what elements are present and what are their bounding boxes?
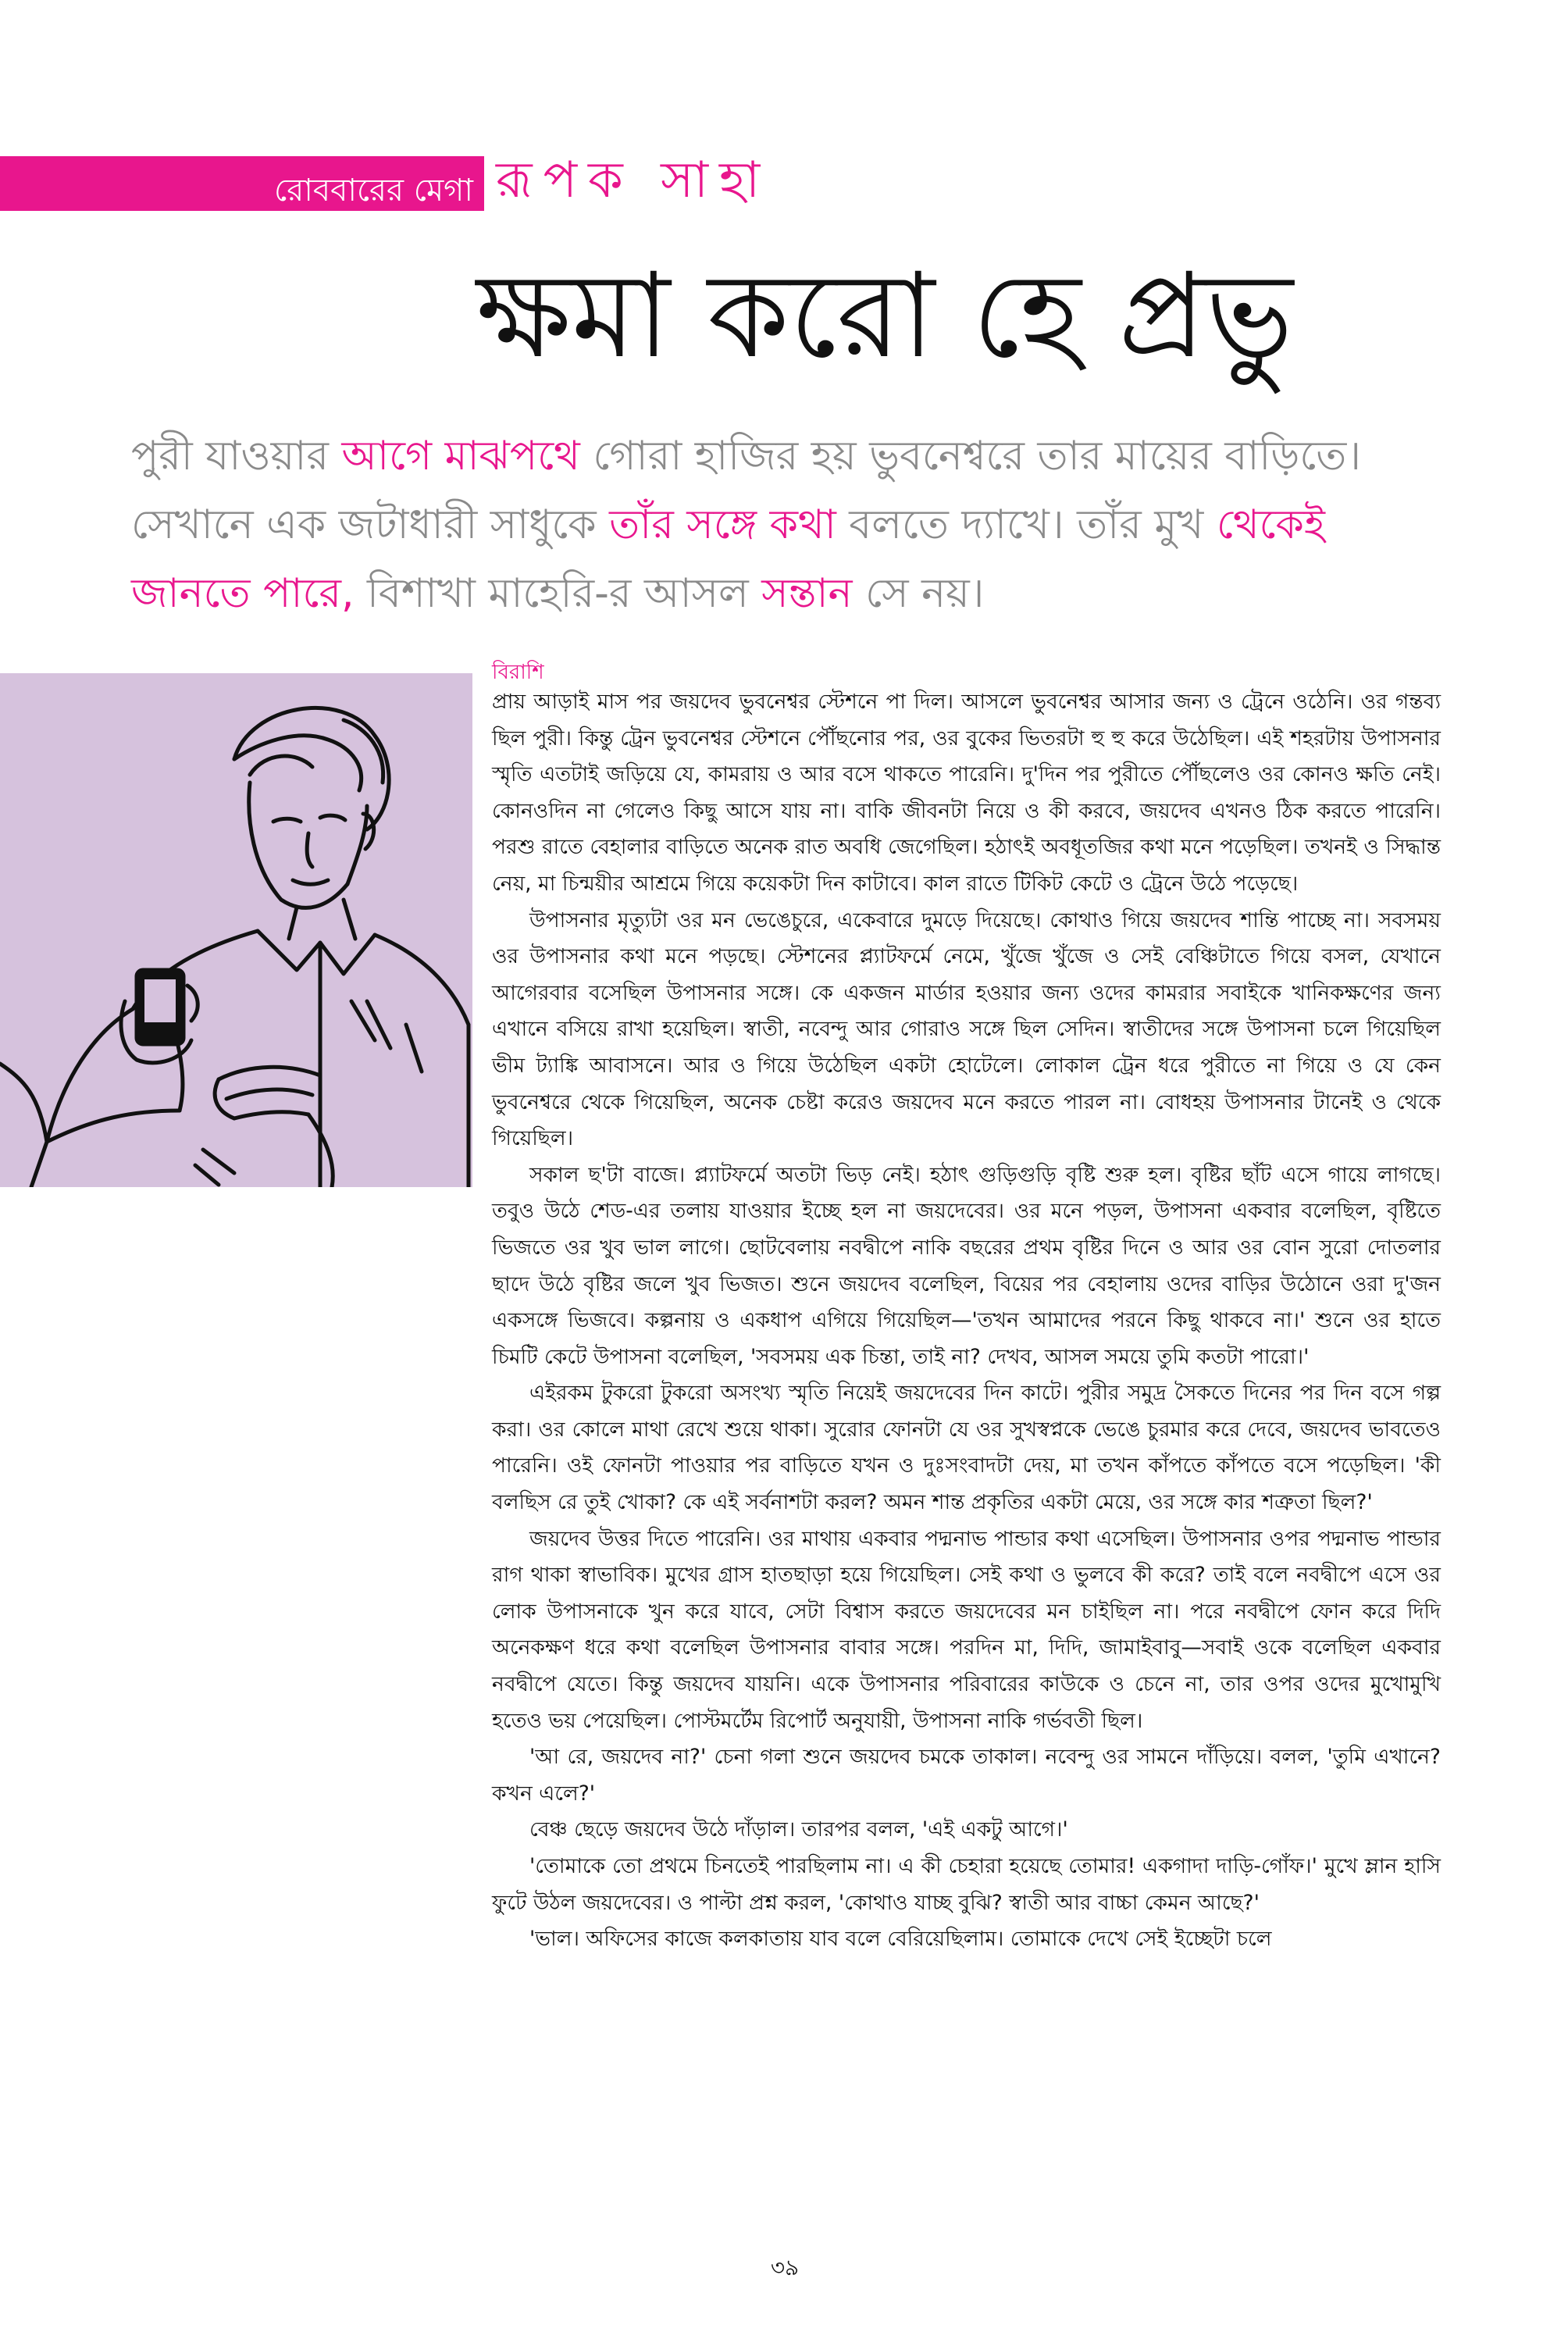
paragraph: 'আ রে, জয়দেব না?' চেনা গলা শুনে জয়দেব চমকে তাকাল। নবেন্দু ওর সামনে দাঁড়িয়ে। বলল, 'তুমি এখানে? কখন এলে?' [492, 1745, 1441, 1806]
paragraph: জয়দেব উত্তর দিতে পারেনি। ওর মাথায় একবার পদ্মনাভ পান্ডার কথা এসেছিল। উপাসনার ওপর পদ্মনাভ পান্ডার রাগ থাকা স্বাভাবিক। মুখের গ্রাস হাতছাড়া হয়ে গিয়েছিল। সেই কথা ও ভুলবে কী করে? তাই বলে নবদ্বীপে এসে ওর লোক উপাসনাকে খুন করে যাবে, সেটা বিশ্বাস করতে জয়দেবের মন চাইছিল না। পরে নবদ্বীপে ফোন করে দিদি অনেকক্ষণ ধরে কথা বলেছিল উপাসনার বাবার সঙ্গে। পরদিন মা, দিদি, জামাইবাবু—সবাই ওকে বলেছিল একবার নবদ্বীপে যেতে। কিন্তু জয়দেব যায়নি। একে উপাসনার পরিবারের কাউকে ও চেনে না, তার ওপর ওদের মুখোমুখি হতেও ভয় পেয়েছিল। পোস্টমর্টেম রিপোর্ট অনুযায়ী, উপাসনা নাকি গর্ভবতী ছিল। [492, 1526, 1441, 1733]
intro-highlight-4: সন্তান [761, 570, 853, 617]
paragraph: প্রায় আড়াই মাস পর জয়দেব ভুবনেশ্বর স্টেশনে পা দিল। আসলে ভুবনেশ্বর আসার জন্য ও ট্রেনে ওঠেনি। ওর গন্তব্য ছিল পুরী। কিন্তু ট্রেন ভুবনেশ্বর স্টেশনে পৌঁছনোর পর, ওর বুকের ভিতরটা হু হু করে উঠেছিল। এই শহরটায় উপাসনার স্মৃতি এতটাই জড়িয়ে যে, কামরায় ও আর বসে থাকতে পারেনি। দু'দিন পর পুরীতে পৌঁছলেও ওর কোনও ক্ষতি নেই। কোনওদিন না গেলেও কিছু আসে যায় না। বাকি জীবনটা নিয়ে ও কী করবে, জয়দেব এখনও ঠিক করতে পারেনি। পরশু রাতে বেহালার বাড়িতে অনেক রাত অবধি জেগেছিল। হঠাৎই অবধূতজির কথা মনে পড়েছিল। তখনই ও সিদ্ধান্ত নেয়, মা চিন্ময়ীর আশ্রমে গিয়ে কয়েকটা দিন কাটাবে। কাল রাতে টিকিট কেটে ও ট্রেনে উঠে পড়েছে। [492, 690, 1441, 896]
story-title: ক্ষমা করো হে প্রভু [476, 248, 1293, 384]
story-body [492, 684, 1441, 1958]
section-label: রোববারের মেগা [273, 173, 473, 209]
paragraph: উপাসনার মৃত্যুটা ওর মন ভেঙেচুরে, একেবারে দুমড়ে দিয়েছে। কোথাও গিয়ে জয়দেব শান্তি পাচ্ছে না। সবসময় ওর উপাসনার কথা মনে পড়ছে। স্টেশনের প্ল্যাটফর্মে নেমে, খুঁজে খুঁজে ও সেই বেঞ্চিটাতে গিয়ে বসল, যেখানে আগেরবার বসেছিল উপাসনার সঙ্গে। কে একজন মার্ডার হওয়ার জন্য ওদের কামরার সবাইকে খানিকক্ষণের জন্য এখানে বসিয়ে রাখা হয়েছিল। স্বাতী, নবেন্দু আর গোরাও সঙ্গে ছিল সেদিন। স্বাতীদের সঙ্গে উপাসনা চলে গিয়েছিল ভীম ট্যাঙ্কি আবাসনে। আর ও গিয়ে উঠেছিল একটা হোটেলে। লোকাল ট্রেন ধরে পুরীতে না গিয়ে ও যে কেন ভুবনেশ্বরে থেকে গিয়েছিল, অনেক চেষ্টা করেও জয়দেব মনে করতে পারল না। বোধহয় উপাসনার টানেই ও থেকে গিয়েছিল। [492, 908, 1441, 1151]
chapter-number: বিরাশি [492, 661, 544, 684]
paragraph: এইরকম টুকরো টুকরো অসংখ্য স্মৃতি নিয়েই জয়দেবের দিন কাটে। পুরীর সমুদ্র সৈকতে দিনের পর দিন বসে গল্প করা। ওর কোলে মাথা রেখে শুয়ে থাকা। সুরোর ফোনটা যে ওর সুখস্বপ্নকে ভেঙে চুরমার করে দেবে, জয়দেব ভাবতেও পারেনি। ওই ফোনটা পাওয়ার পর বাড়িতে যখন ও দুঃসংবাদটা দেয়, মা তখন কাঁপতে কাঁপতে বসে পড়েছিল। 'কী বলছিস রে তুই খোকা? কে এই সর্বনাশটা করল? অমন শান্ত প্রকৃতির একটা মেয়ে, ওর সঙ্গে কার শত্রুতা ছিল?' [492, 1381, 1441, 1515]
intro-blurb [131, 422, 1451, 628]
page-number: ৩৯ [770, 2255, 800, 2280]
man-with-phone-sketch [0, 673, 472, 1187]
intro-text-3: বলতে দ্যাখে। তাঁর মুখ [836, 501, 1217, 548]
paragraph: 'তোমাকে তো প্রথমে চিনতেই পারছিলাম না। এ কী চেহারা হয়েছে তোমার! একগাদা দাড়ি-গোঁফ।' মুখে ম্লান হাসি ফুটে উঠল জয়দেবের। ও পাল্টা প্রশ্ন করল, 'কোথাও যাচ্ছ বুঝি? স্বাতী আর বাচ্চা কেমন আছে?' [492, 1854, 1441, 1915]
intro-highlight-2: তাঁর সঙ্গে কথা [609, 501, 836, 548]
paragraph: বেঞ্চ ছেড়ে জয়দেব উঠে দাঁড়াল। তারপর বলল, 'এই একটু আগে।' [529, 1817, 1068, 1842]
intro-text-5: সে নয়। [852, 570, 985, 617]
intro-highlight-1: আগে মাঝপথে [341, 433, 580, 480]
author-byline: রূপক সাহা [496, 152, 772, 209]
intro-text-1: পুরী যাওয়ার [131, 433, 342, 480]
section-band [0, 156, 484, 211]
intro-highlight-3: থেকেই জানতে পারে, [131, 501, 1325, 617]
intro-text-2: গোরা হাজির হয় ভুবনেশ্বরে তার মায়ের বাড়িতে। সেখানে এক জটাধারী সাধুকে [131, 433, 1361, 548]
paragraph: সকাল ছ'টা বাজে। প্ল্যাটফর্মে অতটা ভিড় নেই। হঠাৎ গুড়িগুড়ি বৃষ্টি শুরু হল। বৃষ্টির ছাঁট এসে গায়ে লাগছে। তবুও উঠে শেড-এর তলায় যাওয়ার ইচ্ছে হল না জয়দেবের। ওর মনে পড়ল, উপাসনা একবার বলেছিল, বৃষ্টিতে ভিজতে ওর খুব ভাল লাগে। ছোটবেলায় নবদ্বীপে নাকি বছরের প্রথম বৃষ্টির দিনে ও আর ওর বোন সুরো দোতলার ছাদে উঠে বৃষ্টির জলে খুব ভিজত। শুনে জয়দেব বলেছিল, বিয়ের পর বেহালায় ওদের বাড়ির উঠোনে ওরা দু'জন একসঙ্গে ভিজবে। কল্পনায় ও একধাপ এগিয়ে গিয়েছিল—'তখন আমাদের পরনে কিছু থাকবে না।' শুনে ওর হাতে চিমটি কেটে উপাসনা বলেছিল, 'সবসময় এক চিন্তা, তাই না? দেখব, আসল সময়ে তুমি কতটা পারো।' [492, 1162, 1441, 1369]
paragraph: 'ভাল। অফিসের কাজে কলকাতায় যাব বলে বেরিয়েছিলাম। তোমাকে দেখে সেই ইচ্ছেটা চলে [529, 1927, 1272, 1952]
intro-text-4: বিশাখা মাহেরি-র আসল [354, 570, 762, 617]
story-illustration [0, 673, 472, 1187]
